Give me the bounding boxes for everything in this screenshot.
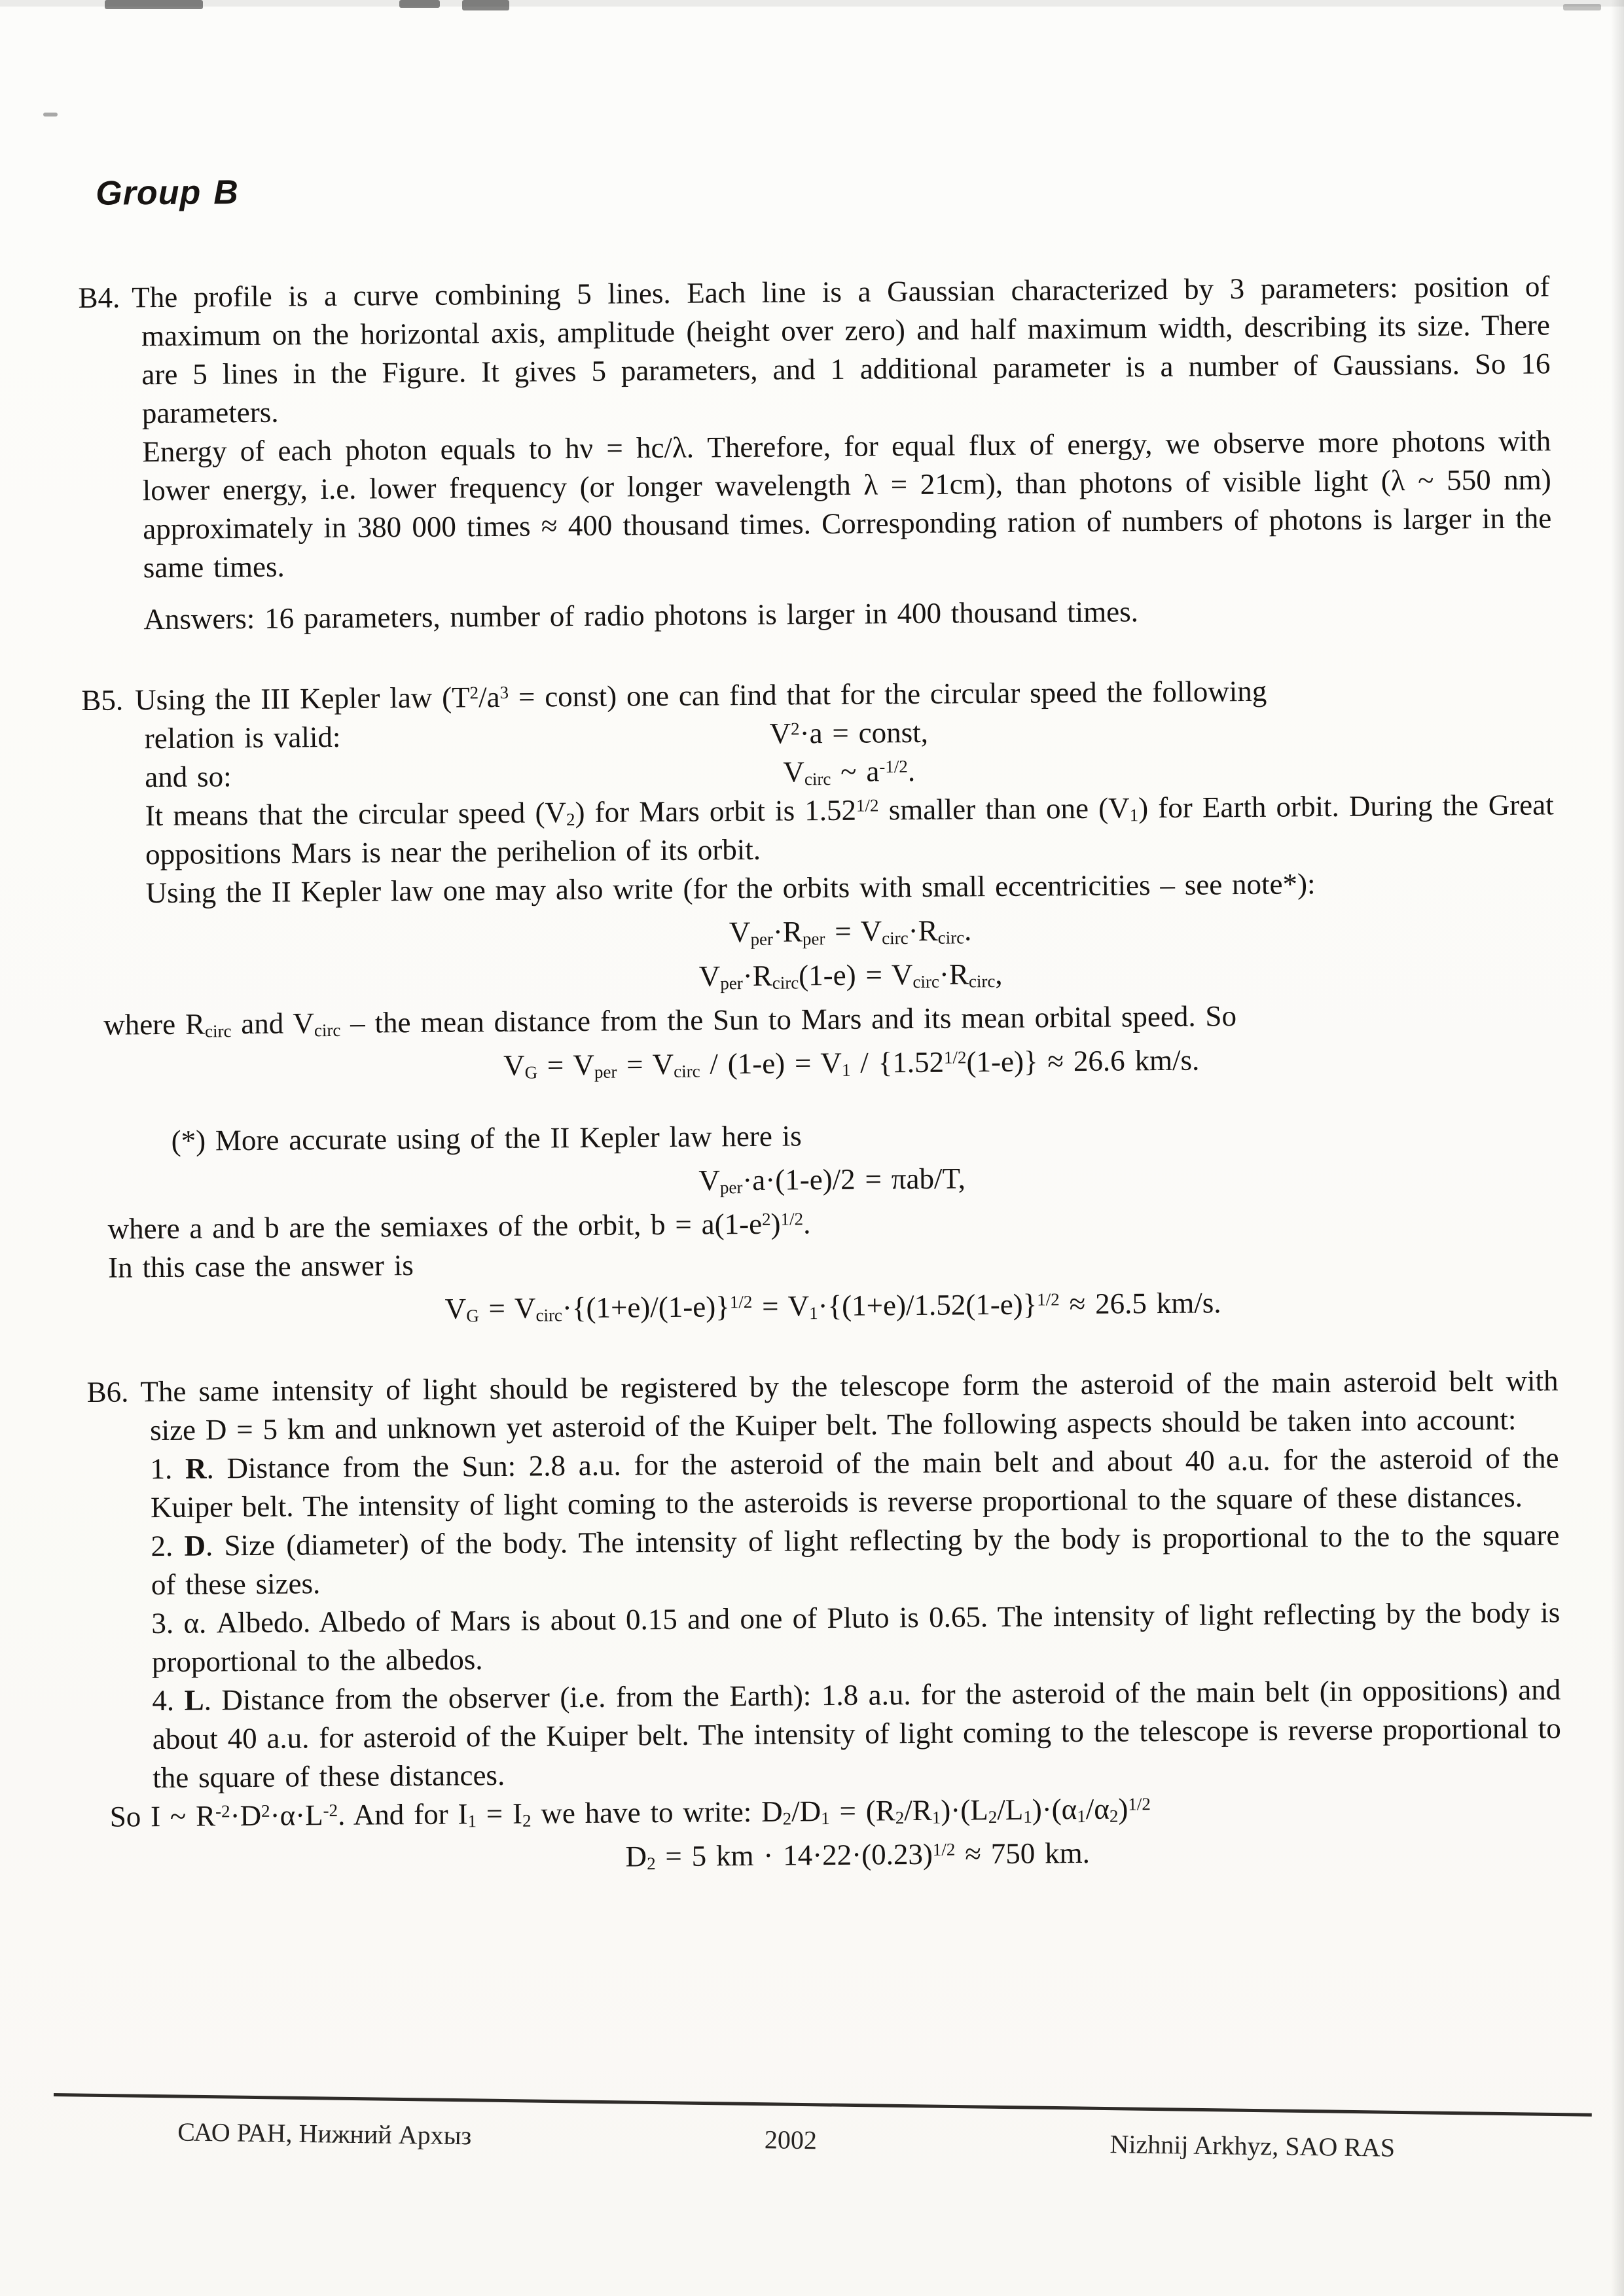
problem-label-b5: B5.: [81, 683, 124, 717]
b6-paragraph-2: So I ~ $R^{-2}\cdot D^2\cdot\alpha\cdot L^{-2}$. And for $I_1 = I_2$ we have to write: $D_2/D_1 = (R_2/R_1)\cdot(L_2/L_1)\cdot(\alpha_1/\alpha_2)^{1/2}$: [109, 1792, 1151, 1833]
note-block: [84, 1111, 1557, 1331]
footer-left: САО РАН, Нижний Архыз: [177, 2117, 472, 2151]
b5-relation-label: relation is valid:: [144, 720, 341, 755]
problem-b4: [78, 267, 1552, 639]
b4-answers: Answers: 16 parameters, number of radio photons is larger in 400 thousand times.: [143, 595, 1139, 636]
scan-artifact: [1611, 0, 1624, 2296]
note-paragraph-3: In this case the answer is: [107, 1249, 414, 1284]
problem-b6: [86, 1361, 1562, 1880]
equation: $V_{per}\cdot R_{circ}(1-e) = V_{circ}\cdot R_{circ}$,: [698, 957, 1003, 994]
scan-artifact: [0, 0, 1624, 7]
b6-item-1: 1. R. Distance from the Sun: 2.8 a.u. for the asteroid of the main belt and about 40 a.u. for the asteroid of the Kuiper belt. The intensity of light coming to the asteroids is reverse proportional to the square of these distances.: [150, 1441, 1559, 1524]
equation: $V_{circ}$ ~ $a^{-1/2}$.: [783, 754, 916, 789]
b5-intro-text: Using the III Kepler law ($T^2/a^3$ = const) one can find that for the circular speed the following: [134, 674, 1267, 717]
note-paragraph-2: where a and b are the semiaxes of the orbit, $b = a(1-e^2)^{1/2}$.: [107, 1207, 811, 1246]
problem-label-b4: B4.: [78, 281, 120, 314]
scan-artifact: [399, 0, 440, 8]
b6-item-2: 2. D. Size (diameter) of the body. The intensity of light reflecting by the body is proportional to the to the square of these sizes.: [151, 1518, 1560, 1602]
problem-b5: [81, 670, 1556, 1088]
scan-artifact: [1563, 4, 1601, 10]
footer-row: [53, 2096, 1592, 2166]
note-paragraph-1: (*) More accurate using of the II Kepler law here is: [171, 1119, 802, 1157]
equation: $V_{per}\cdot R_{per} = V_{circ}\cdot R_{circ}$.: [729, 914, 972, 950]
scan-artifact: [43, 113, 58, 117]
document-content: [77, 162, 1562, 1886]
b6-item-3: 3. α. Albedo. Albedo of Mars is about 0.15 and one of Pluto is 0.65. The intensity of light reflecting by the body is proportional to the albedos.: [151, 1596, 1561, 1679]
b5-paragraph-4: where $R_{circ}$ and $V_{circ}$ – the mean distance from the Sun to Mars and its mean orbital speed. So: [103, 999, 1237, 1041]
equation: $V_G = V_{per} = V_{circ} / (1-e) = V_1 / \{1.52^{1/2}(1-e)\} \approx 26.6$ km/s.: [503, 1043, 1200, 1083]
b4-paragraph-1: [78, 267, 1551, 433]
b6-text-1: The same intensity of light should be registered by the telescope form the asteroid of the main asteroid belt with size D = 5 km and unknown yet asteroid of the Kuiper belt. The following aspects should be taken into account:: [140, 1364, 1559, 1447]
section-heading: Group B: [96, 173, 240, 213]
page-footer: [53, 2093, 1592, 2166]
footer-right: Nizhnij Arkhyz, SAO RAS: [1110, 2129, 1396, 2162]
scan-artifact: [105, 0, 203, 9]
footer-year: 2002: [764, 2125, 818, 2155]
b5-paragraph-3: Using the II Kepler law one may also write (for the orbits with small eccentricities – see note*):: [145, 867, 1316, 910]
equation: $V_G = V_{circ}\cdot\{(1+e)/(1-e)\}^{1/2} = V_1\cdot\{(1+e)/1.52(1-e)\}^{1/2} \approx 26.5$ km/s.: [444, 1286, 1221, 1326]
equation: $D_2 = 5$ km · $14\cdot 22\cdot(0.23)^{1/2} \approx 750$ km.: [625, 1836, 1091, 1874]
scan-artifact: [462, 0, 509, 10]
b5-andso-label: and so:: [145, 760, 232, 794]
b5-paragraph-2: It means that the circular speed $(V_2)$ for Mars orbit is $1.52^{1/2}$ smaller than one $(V_1)$ for Earth orbit. During the Great oppositions Mars is near the perihelion of its orbit.: [145, 788, 1554, 871]
b4-paragraph-2: Energy of each photon equals to hν = hc/λ. Therefore, for equal flux of energy, we observe more photons with lower energy, i.e. lower frequency (or longer wavelength λ = 21cm), than photons of visible light (λ ~ 550 nm) approximately in 380 000 times ≈ 400 thousand times. Corresponding ration of numbers of photons is larger in the same times.: [142, 424, 1552, 584]
equation: $V^2\cdot a$ = const,: [769, 715, 929, 750]
problem-label-b6: B6.: [86, 1375, 129, 1408]
equation: $V_{per}\cdot a\cdot(1-e)/2 = \pi ab/T$,: [698, 1162, 966, 1198]
b6-paragraph-1: [86, 1361, 1559, 1450]
b4-text-1: The profile is a curve combining 5 lines. Each line is a Gaussian characterized by 3 parameters: position of maximum on the horizontal axis, amplitude (height over zero) and half maximum width, describing its size. There are 5 lines in the Figure. It gives 5 parameters, and 1 additional parameter is a number of Gaussians. So 16 parameters.: [132, 270, 1551, 430]
b6-item-4: 4. L. Distance from the observer (i.e. from the Earth): 1.8 a.u. for the asteroid of the main belt (in oppositions) and about 40 a.u. for asteroid of the Kuiper belt. The intensity of light coming to the telescope is reverse proportional to the square of these distances.: [152, 1673, 1561, 1795]
